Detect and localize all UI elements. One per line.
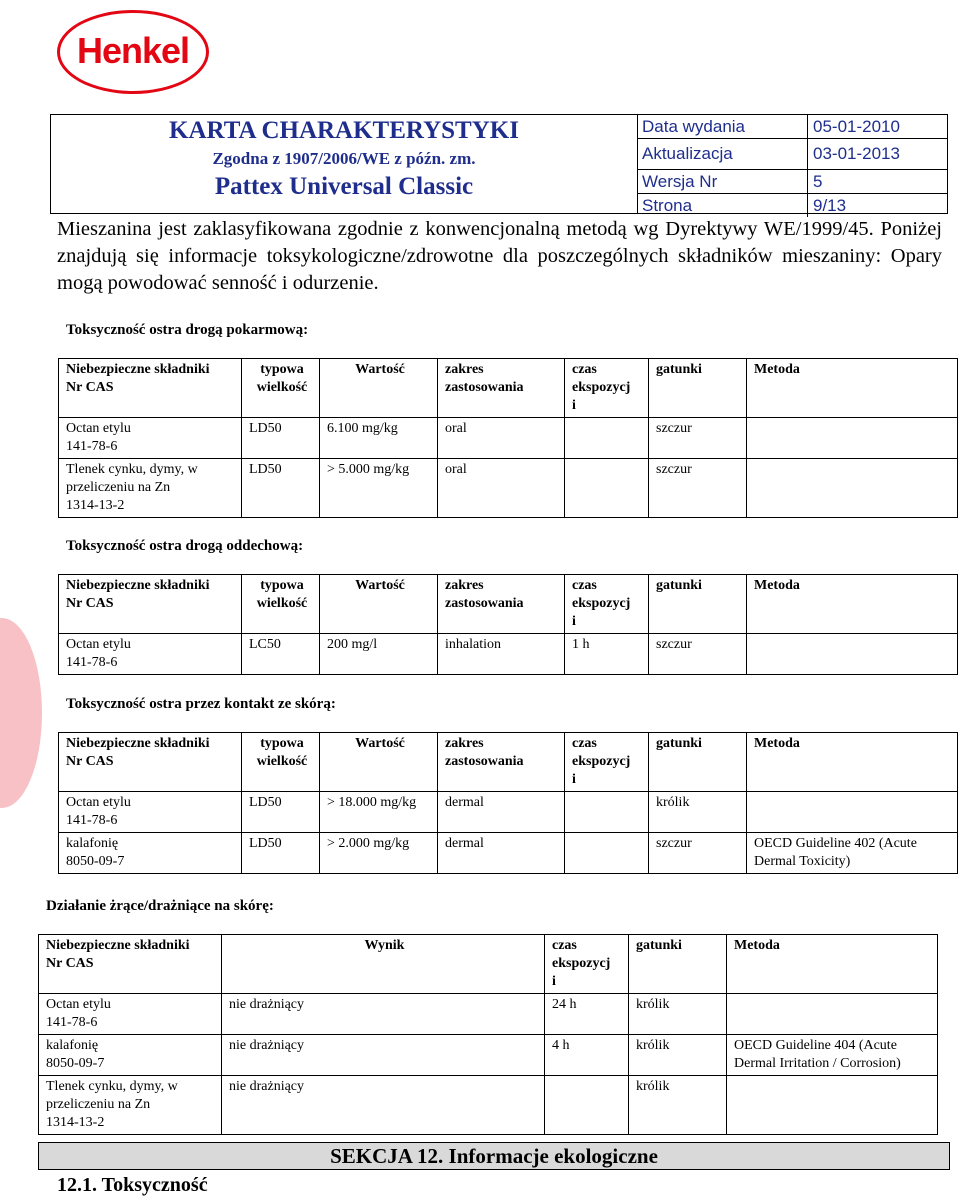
- dermal-toxicity-table: [58, 732, 958, 874]
- doc-subtitle: Zgodna z 1907/2006/WE z późn. zm.: [212, 149, 476, 168]
- header-cell: czas: [572, 362, 597, 377]
- cell: [747, 418, 958, 459]
- section-title-irritation: Działanie żrące/drażniące na skórę:: [46, 898, 274, 914]
- meta-row: [637, 139, 947, 170]
- header-cell: ekspozycj: [572, 754, 631, 769]
- cell: szczur: [649, 833, 747, 874]
- meta-value: 03-01-2013: [808, 139, 948, 170]
- header-cell: i: [572, 772, 576, 787]
- header-title-block: [51, 115, 638, 213]
- henkel-logo: [57, 10, 207, 92]
- header-cell: Niebezpieczne składniki: [66, 578, 210, 593]
- cas-number: 1314-13-2: [66, 498, 125, 513]
- cas-number: 141-78-6: [66, 439, 118, 454]
- header-cell: zastosowania: [445, 596, 524, 611]
- cell: LD50: [242, 418, 320, 459]
- header-cell: i: [552, 974, 556, 989]
- section-title-dermal: Toksyczność ostra przez kontakt ze skórą:: [66, 696, 336, 712]
- cell: [727, 1076, 938, 1135]
- scan-artifact: [0, 618, 42, 808]
- header-cell: wielkość: [256, 754, 308, 769]
- cell: dermal: [438, 792, 565, 833]
- cell: 24 h: [545, 994, 629, 1035]
- logo-text: Henkel: [76, 30, 190, 71]
- table-header-row: [59, 359, 958, 418]
- meta-row: [637, 170, 947, 194]
- cell: szczur: [649, 634, 747, 675]
- substance-name: Octan etylu: [66, 795, 131, 810]
- cell: [545, 1076, 629, 1135]
- header-cell: wielkość: [256, 596, 308, 611]
- document-header: [50, 114, 948, 214]
- header-cell: zastosowania: [445, 380, 524, 395]
- substance-name: Tlenek cynku, dymy, w: [66, 462, 198, 477]
- table-row: [59, 634, 958, 675]
- header-cell: zastosowania: [445, 754, 524, 769]
- header-cell: i: [572, 614, 576, 629]
- header-cell: Metoda: [747, 575, 958, 634]
- cell: [565, 792, 649, 833]
- cas-number: 141-78-6: [46, 1015, 98, 1030]
- header-cell: czas: [552, 938, 577, 953]
- oral-toxicity-table: [58, 358, 958, 518]
- cell: [727, 994, 938, 1035]
- header-cell: typowa: [260, 362, 304, 377]
- header-cell: ekspozycj: [552, 956, 611, 971]
- header-cell: Wynik: [222, 935, 545, 994]
- header-cell: Metoda: [747, 359, 958, 418]
- header-cell: gatunki: [649, 733, 747, 792]
- cell: 6.100 mg/kg: [320, 418, 438, 459]
- header-cell: Wartość: [320, 575, 438, 634]
- substance-name: kalafonię: [46, 1038, 99, 1053]
- subsection-12-1-heading: 12.1. Toksyczność: [57, 1174, 208, 1196]
- cell: królik: [649, 792, 747, 833]
- table-header-row: [39, 935, 938, 994]
- cell: królik: [629, 994, 727, 1035]
- cell: 200 mg/l: [320, 634, 438, 675]
- cell: OECD Guideline 402 (Acute Dermal Toxicity): [747, 833, 958, 874]
- table-header-row: [59, 575, 958, 634]
- meta-row: [637, 194, 947, 218]
- meta-label: Aktualizacja: [637, 139, 808, 170]
- table-row: [39, 1076, 938, 1135]
- cell: 1 h: [565, 634, 649, 675]
- meta-row: [637, 115, 947, 139]
- section-12-heading: SEKCJA 12. Informacje ekologiczne: [38, 1142, 950, 1170]
- cell: inhalation: [438, 634, 565, 675]
- header-meta-table: [637, 115, 947, 217]
- cell: szczur: [649, 418, 747, 459]
- substance-name: przeliczeniu na Zn: [46, 1097, 151, 1112]
- cas-number: 8050-09-7: [66, 854, 125, 869]
- intro-paragraph: Mieszanina jest zaklasyfikowana zgodnie z konwencjonalną metodą wg Dyrektywy WE/1999/45. Poniżej znajdują się informacje toksykologiczne/zdrowotne dla poszczególnych składników mieszaniny: Opary mogą powodować senność i odurzenie.: [57, 218, 942, 294]
- cell: [565, 418, 649, 459]
- cell: LC50: [242, 634, 320, 675]
- skin-irritation-table: [38, 934, 938, 1135]
- cell: nie drażniący: [222, 1035, 545, 1076]
- cell: LD50: [242, 459, 320, 518]
- cas-number: 1314-13-2: [46, 1115, 105, 1130]
- cell: [747, 459, 958, 518]
- cell: > 18.000 mg/kg: [320, 792, 438, 833]
- cell: [747, 634, 958, 675]
- section-title-oral: Toksyczność ostra drogą pokarmową:: [66, 322, 309, 338]
- substance-name: Octan etylu: [46, 997, 111, 1012]
- header-cell: zakres: [445, 362, 484, 377]
- cell: szczur: [649, 459, 747, 518]
- header-cell: Nr CAS: [66, 596, 114, 611]
- doc-title: KARTA CHARAKTERYSTYKI: [169, 117, 519, 144]
- substance-name: Tlenek cynku, dymy, w: [46, 1079, 178, 1094]
- header-cell: ekspozycj: [572, 380, 631, 395]
- cell: > 5.000 mg/kg: [320, 459, 438, 518]
- cas-number: 8050-09-7: [46, 1056, 105, 1071]
- table-row: [39, 1035, 938, 1076]
- header-cell: typowa: [260, 578, 304, 593]
- cell: królik: [629, 1035, 727, 1076]
- cell: > 2.000 mg/kg: [320, 833, 438, 874]
- header-cell: Nr CAS: [46, 956, 94, 971]
- table-row: [59, 418, 958, 459]
- cell: [565, 833, 649, 874]
- table-row: [59, 833, 958, 874]
- header-cell: Wartość: [320, 733, 438, 792]
- header-cell: zakres: [445, 578, 484, 593]
- header-cell: czas: [572, 736, 597, 751]
- header-cell: zakres: [445, 736, 484, 751]
- header-cell: i: [572, 398, 576, 413]
- cell: LD50: [242, 792, 320, 833]
- header-cell: Niebezpieczne składniki: [46, 938, 190, 953]
- cell: dermal: [438, 833, 565, 874]
- section-title-inhalation: Toksyczność ostra drogą oddechową:: [66, 538, 304, 554]
- header-cell: gatunki: [649, 575, 747, 634]
- cell: królik: [629, 1076, 727, 1135]
- cell: 4 h: [545, 1035, 629, 1076]
- header-cell: Nr CAS: [66, 754, 114, 769]
- cell: nie drażniący: [222, 1076, 545, 1135]
- meta-label: Wersja Nr: [637, 170, 808, 194]
- meta-value: 5: [808, 170, 948, 194]
- table-row: [59, 792, 958, 833]
- substance-name: przeliczeniu na Zn: [66, 480, 171, 495]
- header-cell: wielkość: [256, 380, 308, 395]
- header-cell: Nr CAS: [66, 380, 114, 395]
- meta-value: 05-01-2010: [808, 115, 948, 139]
- cell: oral: [438, 459, 565, 518]
- table-row: [59, 459, 958, 518]
- header-cell: ekspozycj: [572, 596, 631, 611]
- header-cell: gatunki: [629, 935, 727, 994]
- cell: [747, 792, 958, 833]
- header-cell: Metoda: [727, 935, 938, 994]
- meta-label: Data wydania: [637, 115, 808, 139]
- header-cell: Niebezpieczne składniki: [66, 362, 210, 377]
- substance-name: Octan etylu: [66, 421, 131, 436]
- header-cell: czas: [572, 578, 597, 593]
- header-cell: Wartość: [320, 359, 438, 418]
- cell: oral: [438, 418, 565, 459]
- meta-value: 9/13: [813, 195, 847, 215]
- cell: [565, 459, 649, 518]
- header-cell: gatunki: [649, 359, 747, 418]
- cas-number: 141-78-6: [66, 813, 118, 828]
- cell: OECD Guideline 404 (Acute Dermal Irritation / Corrosion): [727, 1035, 938, 1076]
- table-header-row: [59, 733, 958, 792]
- cell: LD50: [242, 833, 320, 874]
- header-cell: typowa: [260, 736, 304, 751]
- header-cell: Metoda: [747, 733, 958, 792]
- table-row: [39, 994, 938, 1035]
- inhalation-toxicity-table: [58, 574, 958, 675]
- cas-number: 141-78-6: [66, 655, 118, 670]
- product-name: Pattex Universal Classic: [214, 173, 474, 200]
- meta-label: Strona: [637, 194, 808, 218]
- substance-name: kalafonię: [66, 836, 119, 851]
- header-cell: Niebezpieczne składniki: [66, 736, 210, 751]
- cell: nie drażniący: [222, 994, 545, 1035]
- substance-name: Octan etylu: [66, 637, 131, 652]
